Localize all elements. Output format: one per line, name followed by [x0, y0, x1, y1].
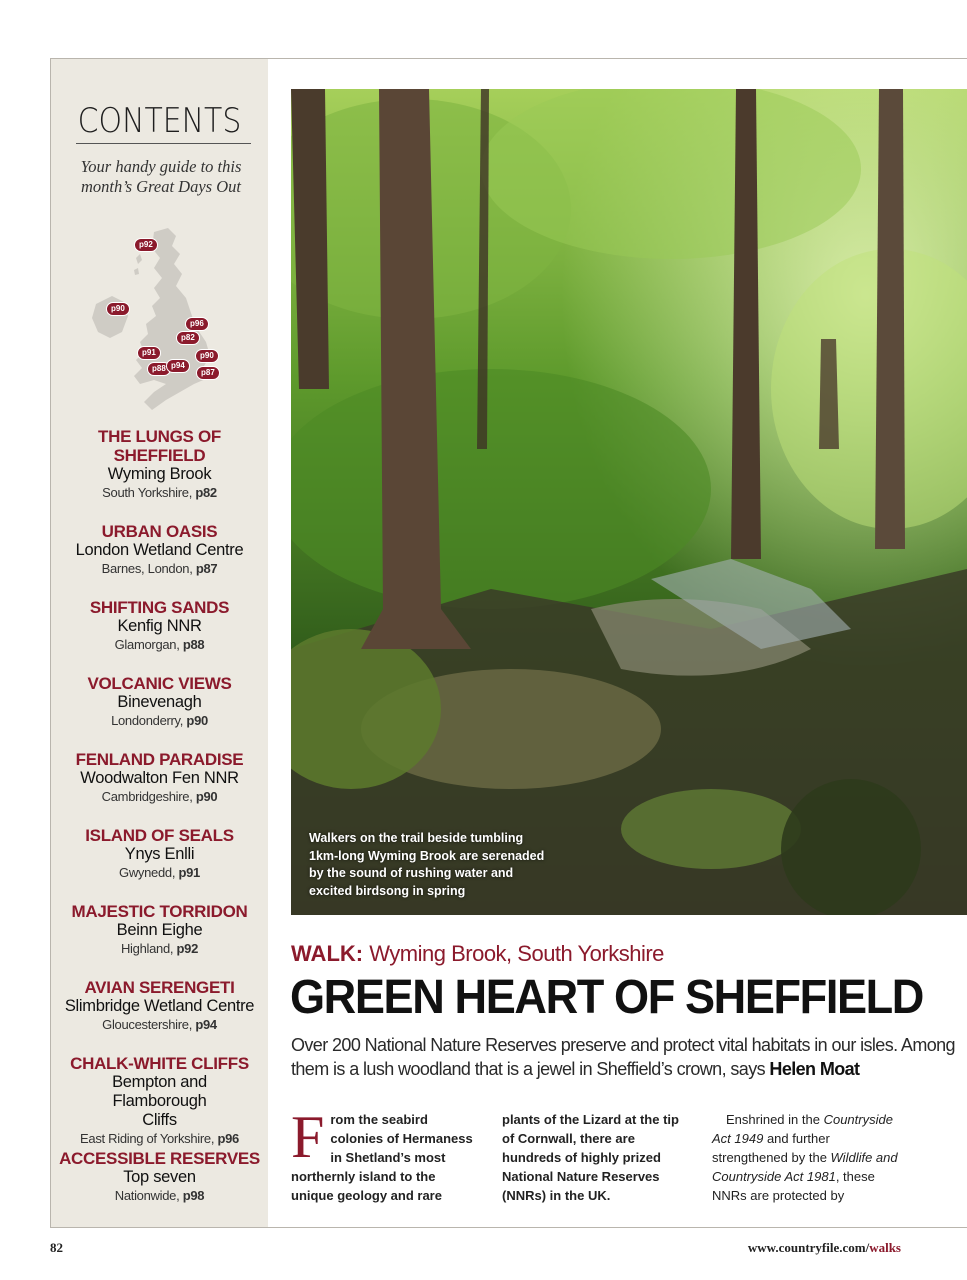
map-pin: p88: [147, 362, 171, 376]
article-column-1: [291, 1104, 479, 1205]
contents-item-location: East Riding of Yorkshire, p96: [80, 1131, 239, 1146]
contents-title: CONTENTS: [77, 101, 242, 141]
contents-item[interactable]: [51, 598, 268, 674]
uk-map: [76, 224, 236, 419]
contents-item-location: South Yorkshire, p82: [102, 485, 217, 500]
contents-item-name: Ynys Enlli: [124, 845, 195, 863]
contents-item-category: THE LUNGS OF SHEFFIELD: [98, 427, 221, 465]
contents-item[interactable]: [51, 826, 268, 902]
map-pin: p82: [176, 331, 200, 345]
contents-list: [51, 427, 268, 1225]
map-pin: p90: [106, 302, 130, 316]
contents-item-name: Bempton and Flamborough Cliffs: [112, 1073, 207, 1129]
contents-item-location: Barnes, London, p87: [101, 561, 218, 576]
contents-item[interactable]: [51, 1149, 268, 1225]
contents-item-name: Kenfig NNR: [117, 617, 202, 635]
contents-item-location: Cambridgeshire, p90: [101, 789, 218, 804]
article-headline: GREEN HEART OF SHEFFIELD: [290, 971, 923, 1024]
contents-item[interactable]: [51, 427, 268, 503]
contents-subtitle: Your handy guide to this month’s Great Days Out: [80, 157, 242, 196]
contents-item-page: p88: [182, 637, 205, 652]
uk-map-silhouette: [76, 224, 236, 419]
map-pin: p92: [134, 238, 158, 252]
contents-item[interactable]: [51, 978, 268, 1054]
page-number: 82: [50, 1240, 63, 1255]
contents-item-category: URBAN OASIS: [101, 522, 218, 541]
contents-sidebar: [51, 59, 268, 1227]
contents-item-location: Londonderry, p90: [111, 713, 208, 728]
website-url[interactable]: www.countryfile.com/walks: [747, 1240, 901, 1255]
contents-item-category: CHALK-WHITE CLIFFS: [70, 1054, 249, 1073]
contents-item[interactable]: [51, 674, 268, 750]
article-column-2: [502, 1110, 690, 1205]
photo-caption: Walkers on the trail beside tumbling 1km-long Wyming Brook are serenaded by the sound of rushing water and excited birdsong in spring: [309, 831, 545, 898]
contents-item-location: Gloucestershire, p94: [102, 1017, 217, 1032]
title-rule: [76, 143, 251, 144]
contents-item-page: p90: [195, 789, 218, 804]
contents-item-page: p94: [195, 1017, 217, 1032]
contents-item-name: London Wetland Centre: [75, 541, 244, 559]
contents-item-page: p91: [178, 865, 200, 880]
map-pin: p94: [166, 359, 190, 373]
walk-line: [291, 940, 664, 968]
contents-item[interactable]: [51, 902, 268, 978]
contents-item-category: ACCESSIBLE RESERVES: [59, 1149, 260, 1168]
contents-item-location: Nationwide, p98: [114, 1188, 205, 1203]
contents-item-name: Slimbridge Wetland Centre: [64, 997, 255, 1015]
contents-item-page: p96: [217, 1131, 239, 1146]
contents-item-name: Binevenagh: [117, 693, 202, 711]
map-pin: p91: [137, 346, 161, 360]
contents-item-page: p87: [195, 561, 218, 576]
contents-item-name: Woodwalton Fen NNR: [80, 769, 239, 787]
contents-item[interactable]: [51, 750, 268, 826]
map-pin: p90: [195, 349, 219, 363]
contents-item[interactable]: [51, 522, 268, 598]
column-text: rom the seabird colonies of Hermaness in Shetland’s most northernly island to the unique geology and rare: [291, 1112, 473, 1203]
contents-item-location: Highland, p92: [120, 941, 199, 956]
contents-item-category: FENLAND PARADISE: [75, 750, 244, 769]
contents-item-location: Gwynedd, p91: [119, 865, 200, 880]
contents-item-page: p82: [195, 485, 217, 500]
walk-place: Wyming Brook, South Yorkshire: [369, 941, 664, 966]
contents-item-page: p98: [182, 1188, 205, 1203]
contents-item-name: Wyming Brook: [107, 465, 212, 483]
drop-cap: F: [291, 1104, 325, 1170]
contents-item-category: ISLAND OF SEALS: [85, 826, 234, 845]
contents-item[interactable]: [51, 1054, 268, 1149]
contents-item-category: AVIAN SERENGETI: [84, 978, 235, 997]
walk-label: WALK:: [291, 941, 364, 966]
woodland-photo: [291, 89, 967, 915]
contents-item-page: p90: [186, 713, 208, 728]
column-text: plants of the Lizard at the tip of Cornwall, there are hundreds of highly prized National Nature Reserves (NNRs) in the UK.: [502, 1112, 679, 1203]
contents-item-category: VOLCANIC VIEWS: [87, 674, 232, 693]
column-text: Enshrined in the Countryside Act 1949 and further strengthened by the Wildlife and Countryside Act 1981, these NNRs are protected by: [712, 1112, 898, 1203]
contents-item-name: Beinn Eighe: [116, 921, 203, 939]
article-standfirst: Over 200 National Nature Reserves preserve and protect vital habitats in our isles. Among them is a lush woodland that is a jewel in Sheffield’s crown, says Helen Moat: [291, 1035, 955, 1079]
author-name: Helen Moat: [769, 1059, 860, 1079]
contents-item-category: MAJESTIC TORRIDON: [71, 902, 248, 921]
contents-item-location: Glamorgan, p88: [114, 637, 205, 652]
woodland-illustration: [291, 89, 967, 915]
map-pin: p96: [185, 317, 209, 331]
article-column-3: [712, 1110, 900, 1205]
contents-item-name: Top seven: [123, 1168, 196, 1186]
contents-item-page: p92: [176, 941, 199, 956]
map-pin: p87: [196, 366, 220, 380]
contents-item-category: SHIFTING SANDS: [89, 598, 230, 617]
